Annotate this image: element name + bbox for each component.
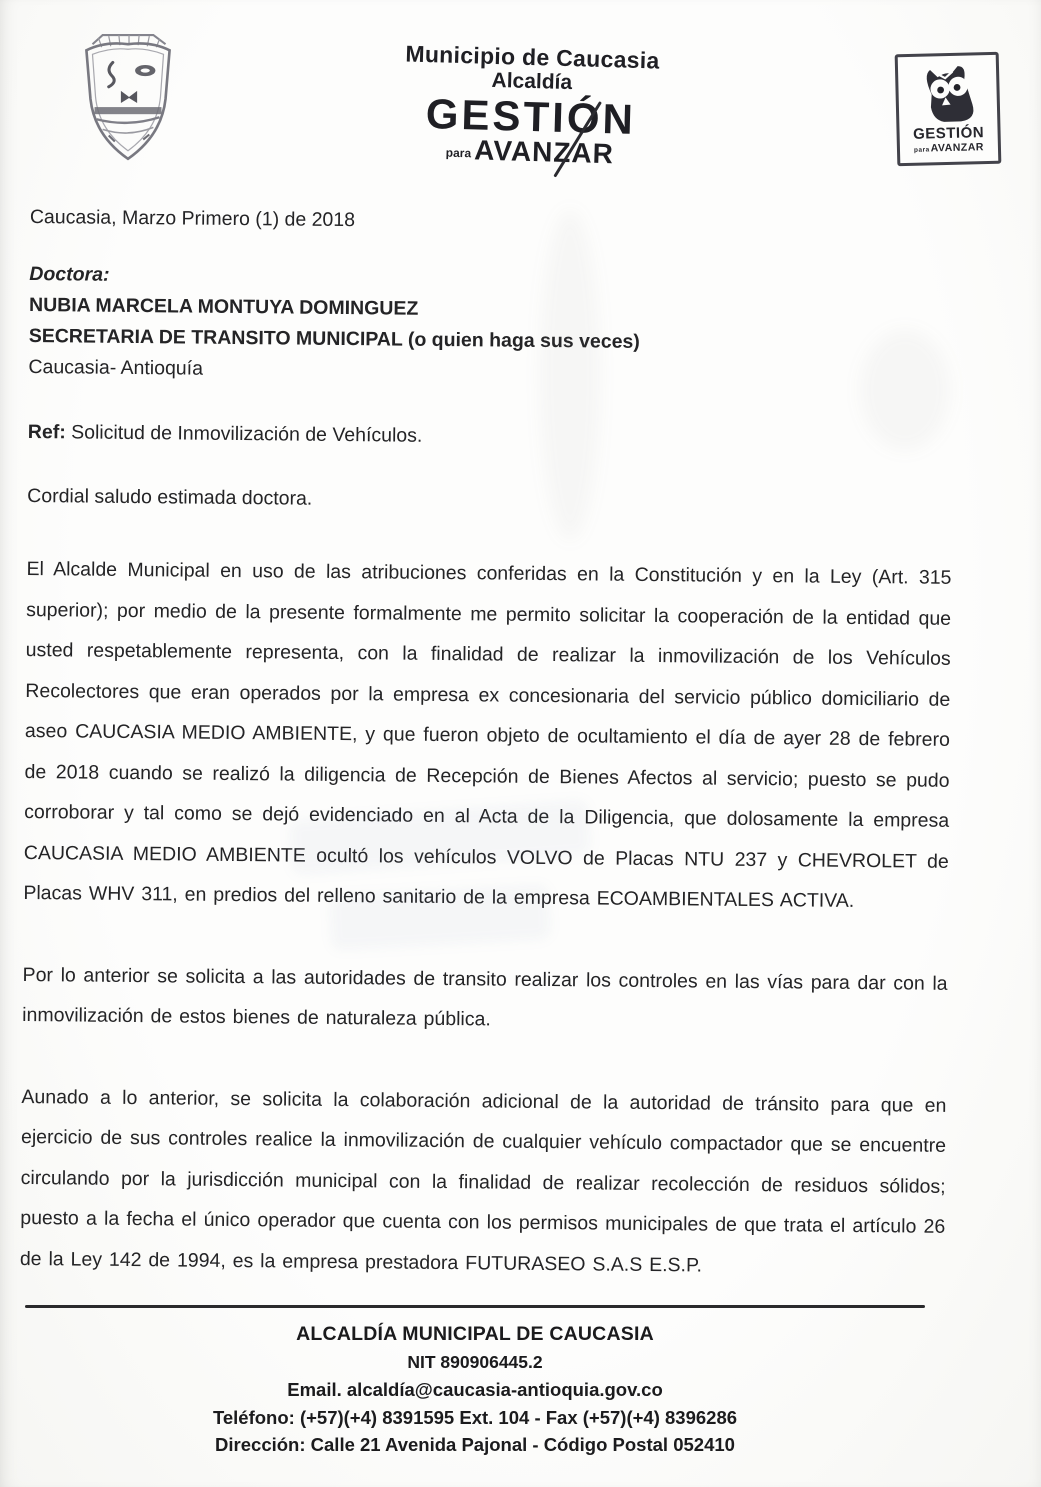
header-brand — [402, 40, 660, 171]
paragraph-1: El Alcalde Municipal en uso de las atribuciones conferidas en la Constitución y en la Ley (Art. 315 superior); por medio de la presente formalmente me permito solicitar la cooperación de la entidad que usted respetablemente representa, con la finalidad de realizar la inmovilización de los Vehículos Recolectores que eran operados por la empresa ex concesionaria del servicio público domiciliario de aseo CAUCASIA MEDIO AMBIENTE, y que fueron objeto de ocultamiento el día de ayer 28 de febrero de 2018 cuando se realizó la diligencia de Recepción de Bienes Afectos al servicio; puesto se pudo corroborar y tal como se dejó evidenciado en al Acta de la Diligencia, que dolosamente la empresa CAUCASIA MEDIO AMBIENTE ocultó los vehículos VOLVO de Placas NTU 237 y CHEVROLET de Placas WHV 311, en predios del relleno sanitario de la empresa ECOAMBIENTALES ACTIVA. — [23, 557, 952, 912]
municipality-name: Municipio de Caucasia — [404, 40, 660, 74]
office-name: Alcaldía — [490, 68, 572, 95]
reference-label: Ref: — [27, 420, 66, 444]
badge-gestion-label: GESTIÓN — [912, 124, 985, 143]
recipient-location: Caucasia- Antioquía — [28, 355, 204, 380]
gestion-avanzar-wordmark — [424, 90, 637, 171]
reference-line — [28, 421, 953, 453]
badge-avanzar-label: paraAVANZAR — [913, 140, 985, 155]
recipient-name: NUBIA MARCELA MONTUYA DOMINGUEZ — [28, 293, 419, 320]
letter-body — [20, 206, 955, 1288]
slogan-connector: para — [445, 145, 471, 161]
footer-divider — [25, 1305, 925, 1308]
footer-phone-fax: Teléfono: (+57)(+4) 8391595 Ext. 104 - Fax (+57)(+4) 8396286 — [212, 1406, 738, 1428]
footer-nit: NIT 890906445.2 — [407, 1351, 543, 1372]
reference-text: Solicitud de Inmovilización de Vehículos. — [65, 421, 423, 447]
greeting-line: Cordial saludo estimada doctora. — [27, 484, 313, 510]
paragraph-3: Aunado a lo anterior, se solicita la colaboración adicional de la autoridad de tránsito para que en ejercicio de sus controles realice la inmovilización de cualquier vehículo compactador que se encuentre circulando por la jurisdicción municipal con la finalidad de realizar recolección de residuos sólidos; puesto a la fecha el único operador que cuenta con los permisos municipales de que trata el artículo 26 de la Ley 142 de 1994, es la empresa prestadora FUTURASEO S.A.S E.S.P. — [19, 1085, 947, 1276]
municipal-coat-of-arms-icon — [72, 30, 184, 172]
owl-icon — [903, 59, 993, 127]
letterhead — [0, 0, 1041, 185]
letterhead-footer — [0, 1305, 1041, 1459]
footer-org-name: ALCALDÍA MUNICIPAL DE CAUCASIA — [296, 1323, 654, 1345]
recipient-title: SECRETARIA DE TRANSITO MUNICIPAL (o quien haga sus veces) — [28, 324, 640, 353]
date-line: Caucasia, Marzo Primero (1) de 2018 — [29, 206, 356, 232]
footer-address: Dirección: Calle 21 Avenida Pajonal - Código Postal 052410 — [215, 1434, 735, 1455]
slogan-avanzar: paraAVANZAR — [445, 134, 614, 170]
gestion-avanzar-owl-badge — [895, 52, 1002, 167]
recipient-block — [28, 259, 954, 392]
footer-email: Email. alcaldía@caucasia-antioquia.gov.co — [287, 1379, 663, 1400]
slogan-gestion: GESTIÓN — [424, 90, 637, 143]
recipient-salutation: Doctora: — [29, 262, 110, 286]
paragraph-2: Por lo anterior se solicita a las autoridades de transito realizar los controles en las vías para dar con la inmovilización de estos bienes de naturaleza pública. — [22, 963, 948, 1031]
